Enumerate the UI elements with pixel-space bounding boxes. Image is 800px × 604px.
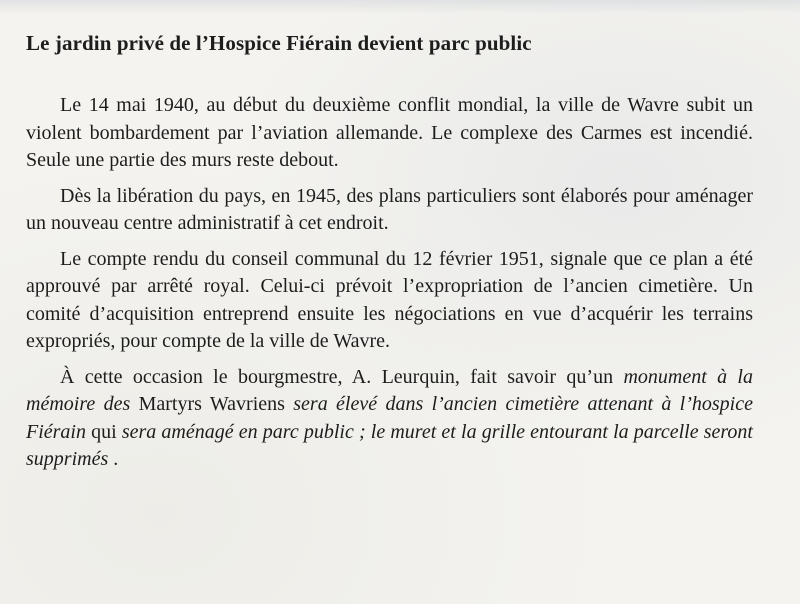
paragraph-3: Le compte rendu du conseil communal du 12 février 1951, signale que ce plan a été approuvé par arrêté royal. Celui-ci prévoit l’expropriation de l’ancien cimetière. Un comité d’acquisition entreprend ensuite les négociations en vue d’acquérir les terrains expropriés, pour compte de la ville de Wavre. <box>26 247 753 352</box>
paragraph-4-italic-1: monument à la mémoire des <box>26 365 753 415</box>
paragraph-4 <box>26 364 753 474</box>
paragraph-4-italic-2: sera élevé dans l’ancien cimetière attenant à l’hospice Fiérain <box>26 393 753 443</box>
article-title: Le jardin privé de l’Hospice Fiérain devient parc public <box>26 31 532 55</box>
paragraph-2: Dès la libération du pays, en 1945, des plans particuliers sont élaborés pour aménager un nouveau centre administratif à cet endroit. <box>26 184 753 234</box>
paragraph-4-text-3: qui <box>86 420 122 443</box>
paragraph-4-text-2: Martyrs Wavriens <box>130 393 294 415</box>
paragraph-1: Le 14 mai 1940, au début du deuxième conflit mondial, la ville de Wavre subit un violent bombardement par l’aviation allemande. Le complexe des Carmes est incendié. Seule une partie des murs reste debout. <box>26 94 753 171</box>
paragraph-4-text-1: À cette occasion le bourgmestre, A. Leurquin, fait savoir qu’un <box>60 365 624 388</box>
paragraph-4-italic-3: sera aménagé en parc public ; le muret et la grille entourant la parcelle seront supprimés <box>26 420 753 470</box>
article-body <box>26 92 753 482</box>
page-top-bleed <box>0 0 800 14</box>
paragraph-4-text-4: . <box>108 448 119 470</box>
